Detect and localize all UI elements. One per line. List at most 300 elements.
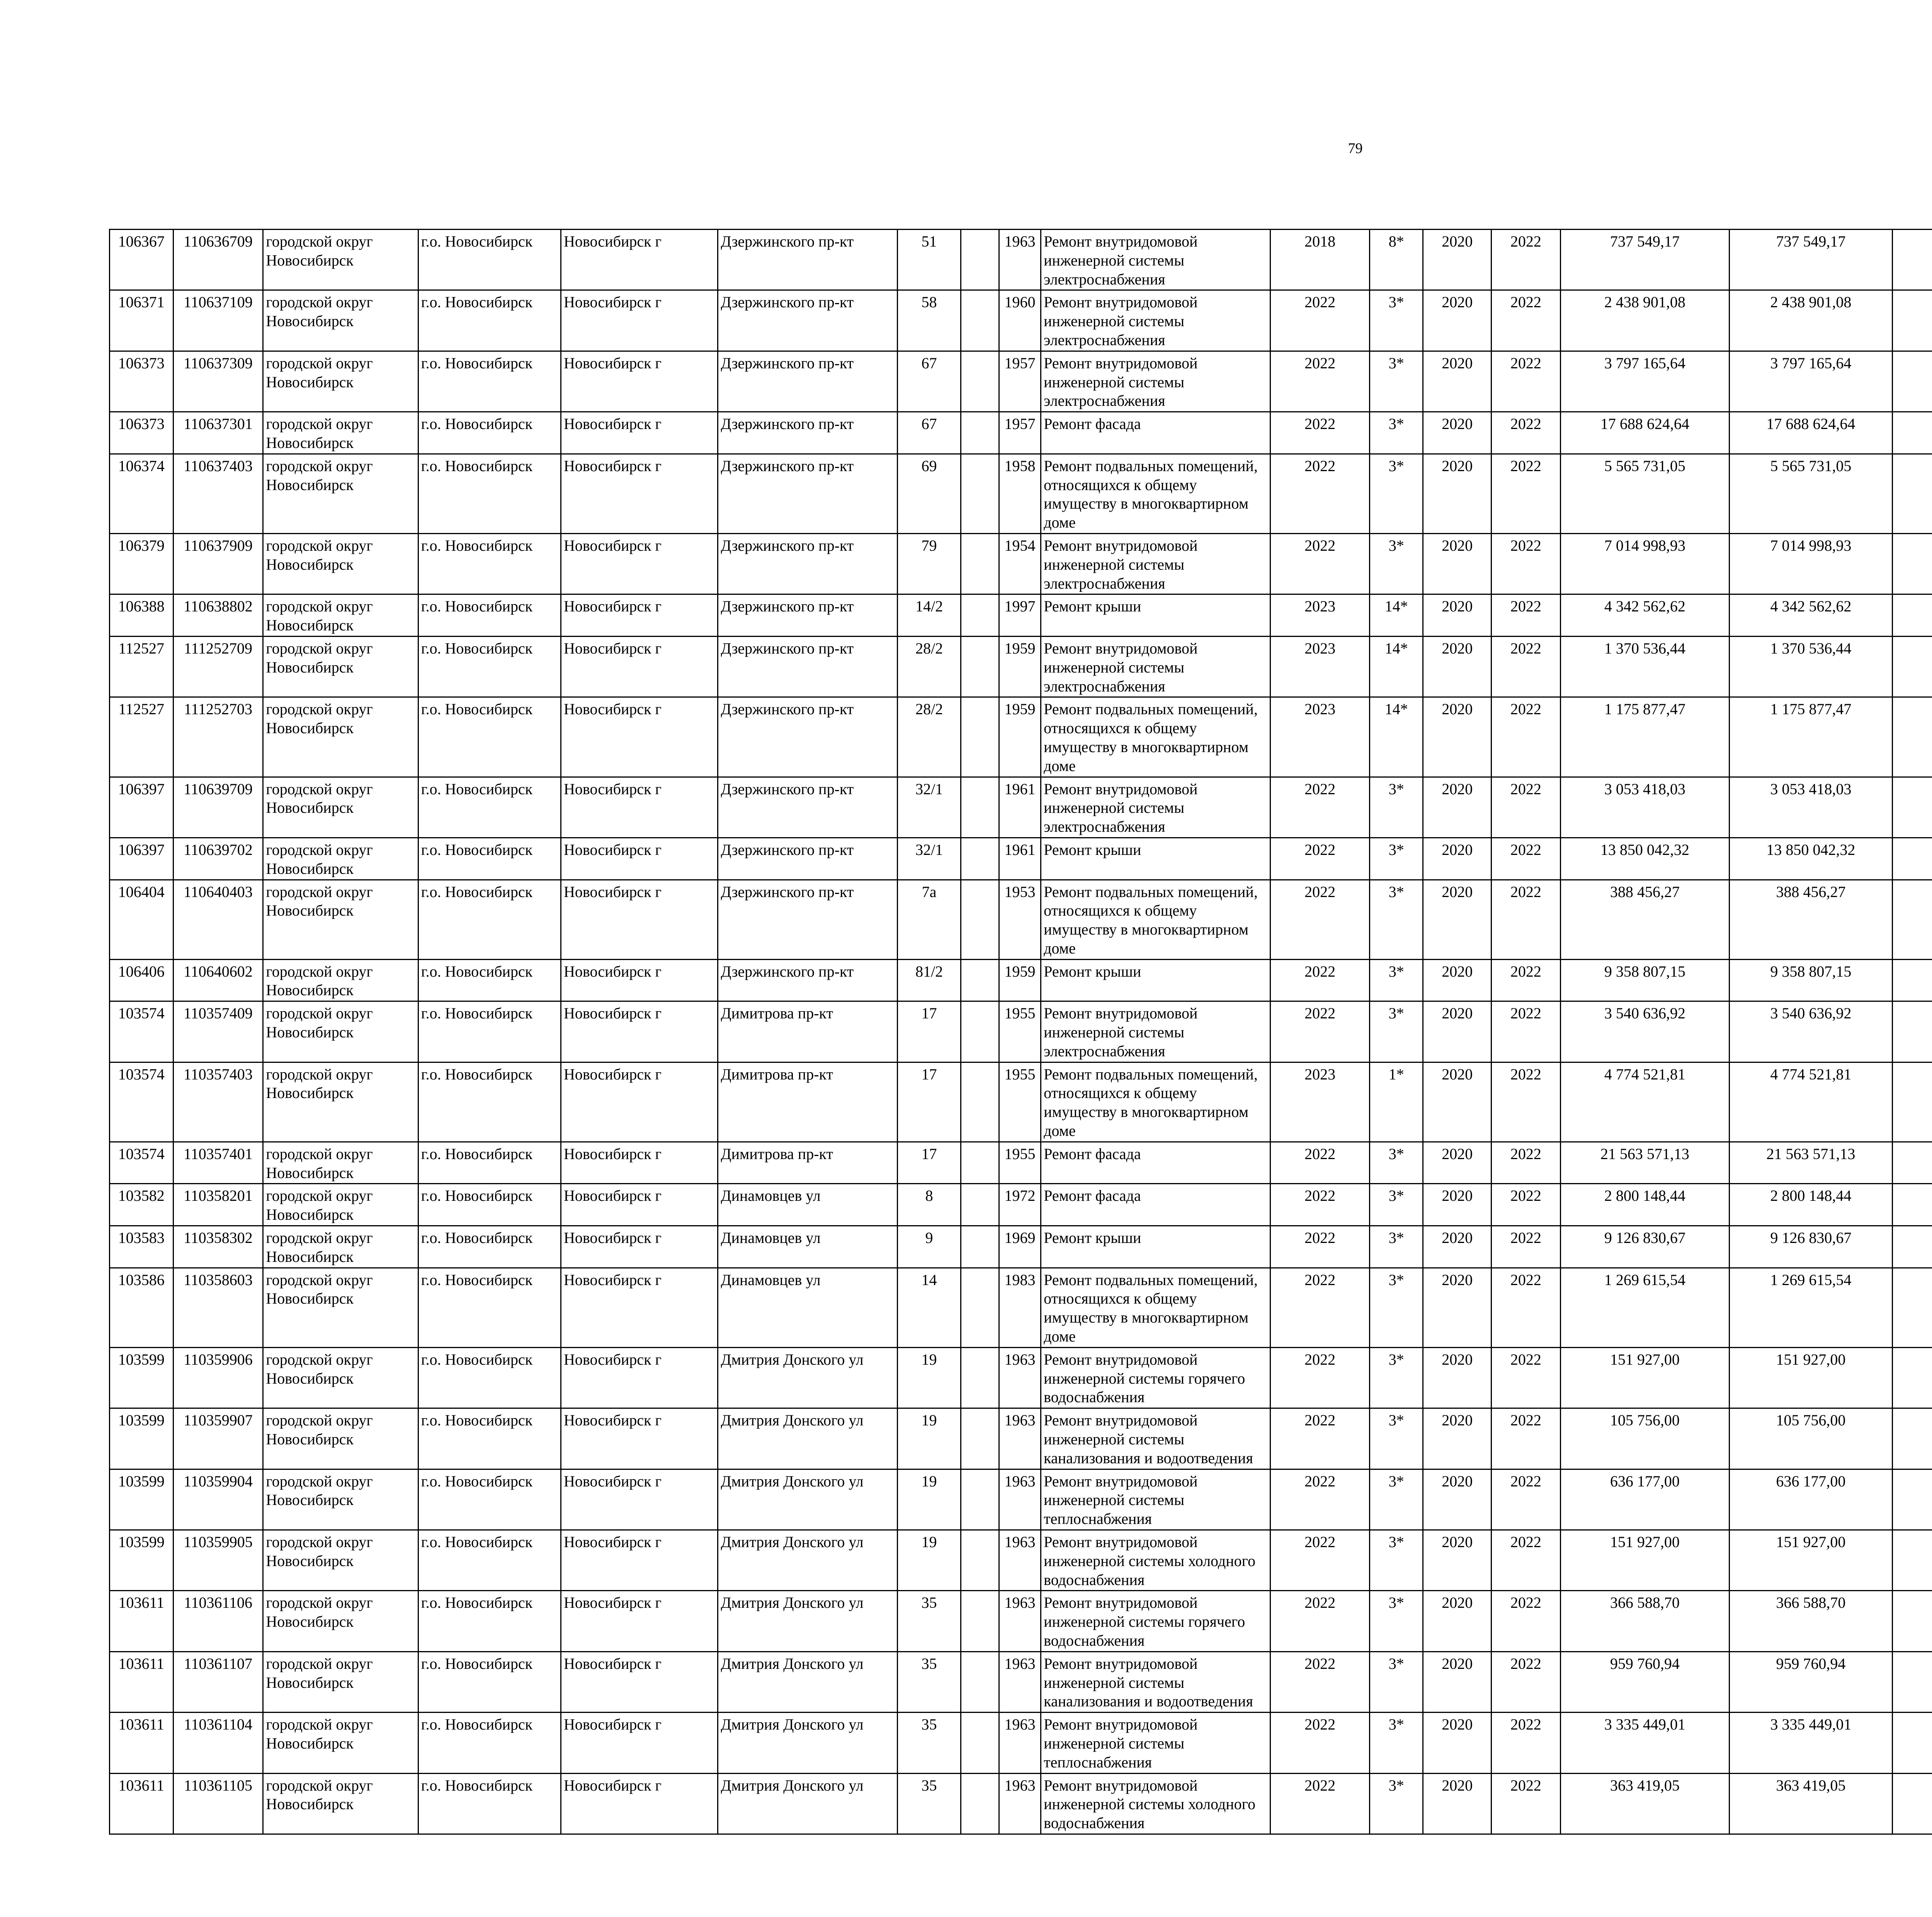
cell-fund-cost: 4 342 562,62: [1730, 594, 1892, 637]
cell-locality: Новосибирск г: [561, 1347, 718, 1408]
cell-note-mark: 3*: [1370, 351, 1423, 412]
cell-house-id: 112527: [110, 636, 173, 697]
cell-house-number: 35: [897, 1591, 961, 1651]
cell-house-number: 67: [897, 412, 961, 454]
table-row: [110, 1591, 1932, 1651]
cell-house-id: 103574: [110, 1062, 173, 1142]
cell-house-id: 103599: [110, 1530, 173, 1591]
cell-total-cost: 9 358 807,15: [1560, 959, 1729, 1001]
cell-municipal-short: г.о. Новосибирск: [418, 697, 561, 777]
cell-house-number: 51: [897, 230, 961, 290]
cell-federal-funds: [1892, 594, 1932, 637]
cell-object-id: 110637403: [173, 454, 263, 533]
cell-building: [961, 777, 999, 838]
cell-locality: Новосибирск г: [561, 1591, 718, 1651]
cell-object-id: 110637109: [173, 290, 263, 351]
cell-fund-cost: 4 774 521,81: [1730, 1062, 1892, 1142]
cell-municipality: городской округ Новосибирск: [263, 838, 418, 880]
cell-build-year: 1972: [999, 1184, 1041, 1226]
cell-work-type: Ремонт внутридомовой инженерной системы электроснабжения: [1041, 636, 1270, 697]
cell-plan-year: 2023: [1270, 1062, 1370, 1142]
cell-period-start: 2020: [1423, 1226, 1492, 1268]
cell-build-year: 1955: [999, 1062, 1041, 1142]
cell-period-end: 2022: [1492, 412, 1561, 454]
cell-plan-year: 2022: [1270, 1142, 1370, 1184]
cell-fund-cost: 21 563 571,13: [1730, 1142, 1892, 1184]
cell-fund-cost: 959 760,94: [1730, 1651, 1892, 1712]
cell-work-type: Ремонт крыши: [1041, 838, 1270, 880]
cell-total-cost: 151 927,00: [1560, 1347, 1729, 1408]
cell-street: Динамовцев ул: [718, 1184, 898, 1226]
cell-period-start: 2020: [1423, 838, 1492, 880]
cell-work-type: Ремонт крыши: [1041, 959, 1270, 1001]
cell-federal-funds: [1892, 1001, 1932, 1062]
cell-object-id: 110359907: [173, 1408, 263, 1469]
cell-period-start: 2020: [1423, 1268, 1492, 1347]
cell-building: [961, 1773, 999, 1834]
cell-period-end: 2022: [1492, 1347, 1561, 1408]
cell-house-number: 35: [897, 1773, 961, 1834]
cell-total-cost: 4 342 562,62: [1560, 594, 1729, 637]
cell-house-id: 106373: [110, 351, 173, 412]
cell-note-mark: 3*: [1370, 1142, 1423, 1184]
cell-plan-year: 2023: [1270, 697, 1370, 777]
cell-object-id: 110639702: [173, 838, 263, 880]
cell-municipality: городской округ Новосибирск: [263, 777, 418, 838]
table-row: [110, 1142, 1932, 1184]
cell-locality: Новосибирск г: [561, 636, 718, 697]
table-row: [110, 351, 1932, 412]
cell-fund-cost: 2 438 901,08: [1730, 290, 1892, 351]
cell-build-year: 1997: [999, 594, 1041, 637]
cell-object-id: 110637909: [173, 533, 263, 594]
cell-period-start: 2020: [1423, 697, 1492, 777]
cell-house-number: 14: [897, 1268, 961, 1347]
cell-house-number: 81/2: [897, 959, 961, 1001]
cell-plan-year: 2022: [1270, 1713, 1370, 1773]
cell-build-year: 1963: [999, 1408, 1041, 1469]
cell-municipality: городской округ Новосибирск: [263, 1469, 418, 1530]
cell-federal-funds: [1892, 1184, 1932, 1226]
cell-period-end: 2022: [1492, 351, 1561, 412]
cell-total-cost: 3 053 418,03: [1560, 777, 1729, 838]
cell-street: Дмитрия Донского ул: [718, 1469, 898, 1530]
cell-note-mark: 3*: [1370, 1469, 1423, 1530]
cell-build-year: 1961: [999, 838, 1041, 880]
cell-federal-funds: [1892, 1651, 1932, 1712]
cell-object-id: 110640403: [173, 880, 263, 959]
cell-locality: Новосибирск г: [561, 1184, 718, 1226]
cell-build-year: 1963: [999, 1591, 1041, 1651]
cell-street: Дмитрия Донского ул: [718, 1651, 898, 1712]
cell-period-start: 2020: [1423, 1773, 1492, 1834]
cell-municipal-short: г.о. Новосибирск: [418, 230, 561, 290]
cell-plan-year: 2022: [1270, 1268, 1370, 1347]
cell-building: [961, 697, 999, 777]
cell-building: [961, 533, 999, 594]
cell-locality: Новосибирск г: [561, 1268, 718, 1347]
cell-street: Динамовцев ул: [718, 1226, 898, 1268]
cell-build-year: 1958: [999, 454, 1041, 533]
cell-municipal-short: г.о. Новосибирск: [418, 351, 561, 412]
cell-house-number: 35: [897, 1651, 961, 1712]
cell-note-mark: 3*: [1370, 1347, 1423, 1408]
cell-period-end: 2022: [1492, 1469, 1561, 1530]
cell-work-type: Ремонт подвальных помещений, относящихся к общему имуществу в многоквартирном доме: [1041, 1062, 1270, 1142]
cell-municipality: городской округ Новосибирск: [263, 636, 418, 697]
cell-building: [961, 636, 999, 697]
cell-build-year: 1963: [999, 1530, 1041, 1591]
cell-house-number: 28/2: [897, 697, 961, 777]
cell-period-start: 2020: [1423, 959, 1492, 1001]
cell-building: [961, 1713, 999, 1773]
cell-house-number: 19: [897, 1347, 961, 1408]
table-row: [110, 1651, 1932, 1712]
cell-municipality: городской округ Новосибирск: [263, 1226, 418, 1268]
cell-house-number: 69: [897, 454, 961, 533]
cell-building: [961, 959, 999, 1001]
cell-note-mark: 8*: [1370, 230, 1423, 290]
cell-fund-cost: 9 358 807,15: [1730, 959, 1892, 1001]
cell-municipality: городской округ Новосибирск: [263, 1408, 418, 1469]
cell-period-start: 2020: [1423, 454, 1492, 533]
cell-locality: Новосибирск г: [561, 594, 718, 637]
cell-street: Дмитрия Донского ул: [718, 1591, 898, 1651]
cell-fund-cost: 13 850 042,32: [1730, 838, 1892, 880]
cell-object-id: 110361106: [173, 1591, 263, 1651]
cell-street: Дзержинского пр-кт: [718, 533, 898, 594]
cell-house-id: 106367: [110, 230, 173, 290]
cell-build-year: 1963: [999, 1773, 1041, 1834]
table-row: [110, 838, 1932, 880]
cell-house-number: 19: [897, 1408, 961, 1469]
table-row: [110, 697, 1932, 777]
table-row: [110, 412, 1932, 454]
cell-work-type: Ремонт фасада: [1041, 1184, 1270, 1226]
cell-fund-cost: 9 126 830,67: [1730, 1226, 1892, 1268]
cell-plan-year: 2022: [1270, 290, 1370, 351]
cell-house-id: 106397: [110, 777, 173, 838]
cell-street: Дмитрия Донского ул: [718, 1773, 898, 1834]
cell-street: Димитрова пр-кт: [718, 1142, 898, 1184]
cell-building: [961, 594, 999, 637]
cell-locality: Новосибирск г: [561, 880, 718, 959]
cell-house-number: 28/2: [897, 636, 961, 697]
cell-plan-year: 2022: [1270, 1591, 1370, 1651]
cell-build-year: 1963: [999, 1469, 1041, 1530]
cell-note-mark: 3*: [1370, 412, 1423, 454]
cell-object-id: 110361105: [173, 1773, 263, 1834]
cell-locality: Новосибирск г: [561, 1713, 718, 1773]
cell-total-cost: 105 756,00: [1560, 1408, 1729, 1469]
table-row: [110, 1268, 1932, 1347]
cell-period-start: 2020: [1423, 636, 1492, 697]
table-row: [110, 880, 1932, 959]
cell-object-id: 111252703: [173, 697, 263, 777]
cell-total-cost: 1 370 536,44: [1560, 636, 1729, 697]
cell-total-cost: 17 688 624,64: [1560, 412, 1729, 454]
cell-municipality: городской округ Новосибирск: [263, 1268, 418, 1347]
cell-period-end: 2022: [1492, 880, 1561, 959]
cell-building: [961, 838, 999, 880]
cell-build-year: 1960: [999, 290, 1041, 351]
cell-locality: Новосибирск г: [561, 1469, 718, 1530]
cell-total-cost: 3 797 165,64: [1560, 351, 1729, 412]
cell-municipality: городской округ Новосибирск: [263, 290, 418, 351]
cell-work-type: Ремонт внутридомовой инженерной системы электроснабжения: [1041, 290, 1270, 351]
cell-period-end: 2022: [1492, 636, 1561, 697]
cell-period-end: 2022: [1492, 1591, 1561, 1651]
cell-locality: Новосибирск г: [561, 777, 718, 838]
cell-municipality: городской округ Новосибирск: [263, 1184, 418, 1226]
cell-locality: Новосибирск г: [561, 1062, 718, 1142]
cell-period-end: 2022: [1492, 777, 1561, 838]
cell-house-id: 106373: [110, 412, 173, 454]
cell-fund-cost: 636 177,00: [1730, 1469, 1892, 1530]
cell-house-id: 103582: [110, 1184, 173, 1226]
cell-work-type: Ремонт внутридомовой инженерной системы теплоснабжения: [1041, 1469, 1270, 1530]
cell-period-end: 2022: [1492, 230, 1561, 290]
cell-street: Дзержинского пр-кт: [718, 351, 898, 412]
cell-street: Дзержинского пр-кт: [718, 636, 898, 697]
cell-object-id: 110358603: [173, 1268, 263, 1347]
cell-period-end: 2022: [1492, 1001, 1561, 1062]
cell-total-cost: 2 800 148,44: [1560, 1184, 1729, 1226]
cell-note-mark: 3*: [1370, 838, 1423, 880]
cell-period-end: 2022: [1492, 1651, 1561, 1712]
cell-federal-funds: [1892, 533, 1932, 594]
cell-period-start: 2020: [1423, 777, 1492, 838]
cell-locality: Новосибирск г: [561, 697, 718, 777]
cell-period-start: 2020: [1423, 1591, 1492, 1651]
cell-object-id: 110636709: [173, 230, 263, 290]
cell-plan-year: 2022: [1270, 1469, 1370, 1530]
cell-locality: Новосибирск г: [561, 1001, 718, 1062]
cell-building: [961, 1142, 999, 1184]
cell-total-cost: 636 177,00: [1560, 1469, 1729, 1530]
cell-plan-year: 2022: [1270, 454, 1370, 533]
cell-federal-funds: [1892, 351, 1932, 412]
cell-note-mark: 3*: [1370, 454, 1423, 533]
cell-object-id: 110359905: [173, 1530, 263, 1591]
cell-build-year: 1963: [999, 230, 1041, 290]
cell-house-number: 17: [897, 1001, 961, 1062]
cell-object-id: 110637301: [173, 412, 263, 454]
cell-object-id: 111252709: [173, 636, 263, 697]
cell-municipal-short: г.о. Новосибирск: [418, 1347, 561, 1408]
cell-street: Дзержинского пр-кт: [718, 230, 898, 290]
cell-federal-funds: [1892, 230, 1932, 290]
cell-period-start: 2020: [1423, 1001, 1492, 1062]
cell-municipality: городской округ Новосибирск: [263, 351, 418, 412]
cell-work-type: Ремонт внутридомовой инженерной системы горячего водоснабжения: [1041, 1591, 1270, 1651]
cell-period-start: 2020: [1423, 290, 1492, 351]
cell-locality: Новосибирск г: [561, 230, 718, 290]
cell-municipal-short: г.о. Новосибирск: [418, 1062, 561, 1142]
cell-period-start: 2020: [1423, 1142, 1492, 1184]
cell-municipal-short: г.о. Новосибирск: [418, 636, 561, 697]
cell-fund-cost: 7 014 998,93: [1730, 533, 1892, 594]
cell-work-type: Ремонт внутридомовой инженерной системы канализования и водоотведения: [1041, 1651, 1270, 1712]
cell-federal-funds: [1892, 1142, 1932, 1184]
cell-municipality: городской округ Новосибирск: [263, 1062, 418, 1142]
cell-street: Дзержинского пр-кт: [718, 454, 898, 533]
cell-period-start: 2020: [1423, 880, 1492, 959]
cell-federal-funds: [1892, 1062, 1932, 1142]
cell-house-id: 106404: [110, 880, 173, 959]
cell-street: Дзержинского пр-кт: [718, 594, 898, 637]
cell-house-id: 106379: [110, 533, 173, 594]
cell-municipality: городской округ Новосибирск: [263, 1530, 418, 1591]
cell-federal-funds: [1892, 777, 1932, 838]
cell-note-mark: 14*: [1370, 697, 1423, 777]
cell-building: [961, 1347, 999, 1408]
cell-fund-cost: 3 797 165,64: [1730, 351, 1892, 412]
cell-municipality: городской округ Новосибирск: [263, 959, 418, 1001]
cell-municipal-short: г.о. Новосибирск: [418, 1773, 561, 1834]
cell-period-end: 2022: [1492, 697, 1561, 777]
cell-federal-funds: [1892, 454, 1932, 533]
cell-municipal-short: г.о. Новосибирск: [418, 1268, 561, 1347]
cell-municipal-short: г.о. Новосибирск: [418, 1530, 561, 1591]
cell-fund-cost: 17 688 624,64: [1730, 412, 1892, 454]
cell-period-start: 2020: [1423, 1651, 1492, 1712]
cell-work-type: Ремонт внутридомовой инженерной системы горячего водоснабжения: [1041, 1347, 1270, 1408]
cell-municipality: городской округ Новосибирск: [263, 1001, 418, 1062]
table-row: [110, 777, 1932, 838]
cell-federal-funds: [1892, 1268, 1932, 1347]
cell-note-mark: 1*: [1370, 1062, 1423, 1142]
cell-house-id: 103611: [110, 1591, 173, 1651]
cell-period-end: 2022: [1492, 533, 1561, 594]
cell-building: [961, 1530, 999, 1591]
cell-federal-funds: [1892, 1347, 1932, 1408]
cell-work-type: Ремонт внутридомовой инженерной системы электроснабжения: [1041, 351, 1270, 412]
cell-municipal-short: г.о. Новосибирск: [418, 1001, 561, 1062]
cell-object-id: 110638802: [173, 594, 263, 637]
cell-municipality: городской округ Новосибирск: [263, 454, 418, 533]
cell-locality: Новосибирск г: [561, 351, 718, 412]
cell-house-number: 8: [897, 1184, 961, 1226]
cell-object-id: 110359906: [173, 1347, 263, 1408]
cell-street: Дзержинского пр-кт: [718, 697, 898, 777]
cell-municipal-short: г.о. Новосибирск: [418, 959, 561, 1001]
cell-street: Дмитрия Донского ул: [718, 1530, 898, 1591]
cell-period-start: 2020: [1423, 533, 1492, 594]
cell-plan-year: 2022: [1270, 1001, 1370, 1062]
cell-federal-funds: [1892, 1408, 1932, 1469]
cell-locality: Новосибирск г: [561, 838, 718, 880]
cell-note-mark: 3*: [1370, 880, 1423, 959]
cell-period-end: 2022: [1492, 1530, 1561, 1591]
cell-municipality: городской округ Новосибирск: [263, 594, 418, 637]
cell-federal-funds: [1892, 697, 1932, 777]
cell-municipality: городской округ Новосибирск: [263, 1347, 418, 1408]
cell-object-id: 110357409: [173, 1001, 263, 1062]
cell-plan-year: 2022: [1270, 1226, 1370, 1268]
cell-street: Дзержинского пр-кт: [718, 777, 898, 838]
cell-federal-funds: [1892, 1469, 1932, 1530]
cell-municipal-short: г.о. Новосибирск: [418, 838, 561, 880]
cell-municipal-short: г.о. Новосибирск: [418, 454, 561, 533]
cell-building: [961, 1184, 999, 1226]
cell-plan-year: 2018: [1270, 230, 1370, 290]
cell-locality: Новосибирск г: [561, 959, 718, 1001]
cell-house-number: 7а: [897, 880, 961, 959]
cell-house-id: 103586: [110, 1268, 173, 1347]
cell-note-mark: 3*: [1370, 1001, 1423, 1062]
cell-period-end: 2022: [1492, 454, 1561, 533]
cell-work-type: Ремонт подвальных помещений, относящихся к общему имуществу в многоквартирном доме: [1041, 697, 1270, 777]
table-row: [110, 1713, 1932, 1773]
cell-fund-cost: 363 419,05: [1730, 1773, 1892, 1834]
cell-municipal-short: г.о. Новосибирск: [418, 533, 561, 594]
cell-work-type: Ремонт фасада: [1041, 412, 1270, 454]
cell-total-cost: 366 588,70: [1560, 1591, 1729, 1651]
cell-period-start: 2020: [1423, 1713, 1492, 1773]
cell-period-start: 2020: [1423, 594, 1492, 637]
cell-work-type: Ремонт внутридомовой инженерной системы холодного водоснабжения: [1041, 1530, 1270, 1591]
cell-house-id: 103599: [110, 1347, 173, 1408]
cell-build-year: 1959: [999, 697, 1041, 777]
cell-house-id: 103574: [110, 1001, 173, 1062]
cell-fund-cost: 1 175 877,47: [1730, 697, 1892, 777]
cell-house-id: 103611: [110, 1773, 173, 1834]
table-row: [110, 1184, 1932, 1226]
cell-plan-year: 2022: [1270, 1773, 1370, 1834]
table-row: [110, 1773, 1932, 1834]
table-row: [110, 636, 1932, 697]
cell-federal-funds: [1892, 1773, 1932, 1834]
cell-work-type: Ремонт подвальных помещений, относящихся к общему имуществу в многоквартирном доме: [1041, 454, 1270, 533]
cell-work-type: Ремонт фасада: [1041, 1142, 1270, 1184]
cell-work-type: Ремонт подвальных помещений, относящихся к общему имуществу в многоквартирном доме: [1041, 1268, 1270, 1347]
cell-building: [961, 290, 999, 351]
cell-municipal-short: г.о. Новосибирск: [418, 1713, 561, 1773]
cell-object-id: 110357403: [173, 1062, 263, 1142]
cell-period-start: 2020: [1423, 1530, 1492, 1591]
cell-period-start: 2020: [1423, 412, 1492, 454]
cell-house-number: 32/1: [897, 777, 961, 838]
table-row: [110, 290, 1932, 351]
cell-period-end: 2022: [1492, 1184, 1561, 1226]
cell-locality: Новосибирск г: [561, 1408, 718, 1469]
cell-locality: Новосибирск г: [561, 1651, 718, 1712]
cell-street: Дзержинского пр-кт: [718, 290, 898, 351]
cell-plan-year: 2022: [1270, 838, 1370, 880]
cell-total-cost: 388 456,27: [1560, 880, 1729, 959]
cell-street: Дзержинского пр-кт: [718, 412, 898, 454]
cell-period-end: 2022: [1492, 1062, 1561, 1142]
cell-plan-year: 2022: [1270, 533, 1370, 594]
cell-fund-cost: 5 565 731,05: [1730, 454, 1892, 533]
cell-build-year: 1955: [999, 1142, 1041, 1184]
cell-note-mark: 3*: [1370, 1530, 1423, 1591]
cell-federal-funds: [1892, 1713, 1932, 1773]
cell-municipality: городской округ Новосибирск: [263, 1773, 418, 1834]
cell-plan-year: 2022: [1270, 777, 1370, 838]
cell-fund-cost: 3 335 449,01: [1730, 1713, 1892, 1773]
cell-note-mark: 3*: [1370, 1184, 1423, 1226]
cell-plan-year: 2023: [1270, 636, 1370, 697]
cell-plan-year: 2022: [1270, 959, 1370, 1001]
cell-building: [961, 1408, 999, 1469]
cell-house-id: 106388: [110, 594, 173, 637]
cell-period-start: 2020: [1423, 230, 1492, 290]
cell-period-end: 2022: [1492, 290, 1561, 351]
cell-building: [961, 1591, 999, 1651]
cell-house-id: 103611: [110, 1651, 173, 1712]
